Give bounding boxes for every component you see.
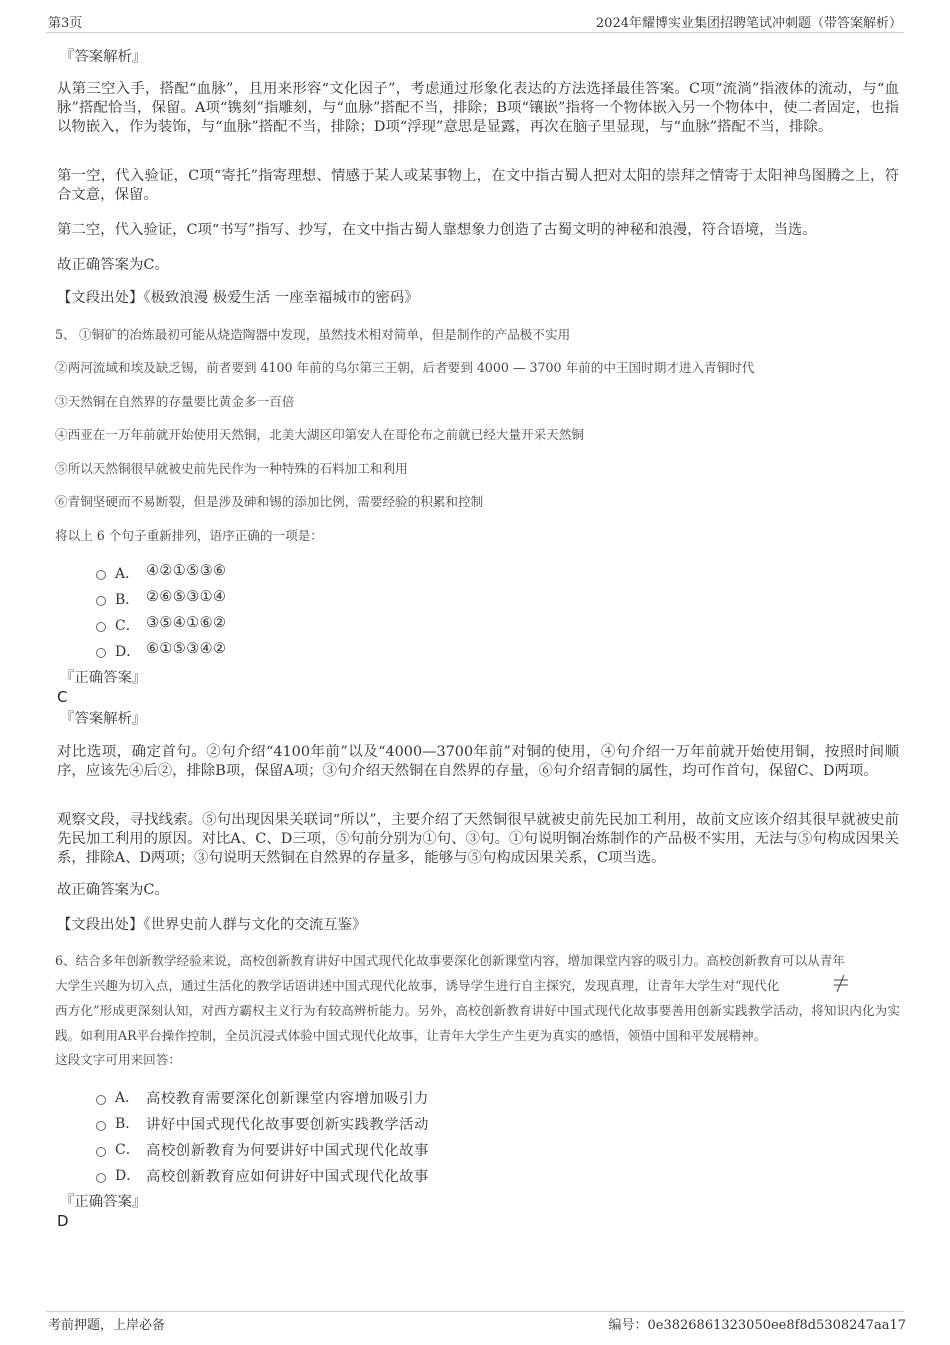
option-label: D． <box>115 1168 141 1184</box>
radio-button[interactable] <box>96 648 106 658</box>
q5-answer: C <box>57 688 68 706</box>
header-rule <box>46 32 904 33</box>
option-text: 讲好中国式现代化故事要创新实践教学活动 <box>146 1117 429 1133</box>
radio-button[interactable] <box>96 1095 106 1105</box>
q6-passage <box>55 948 845 998</box>
q6-prompt: 这段文字可用来回答： <box>55 1052 181 1067</box>
q5-analysis-paragraph: 观察文段，寻找线索。⑤句出现因果关联词“所以”，主要介绍了天然铜很早就被史前先民加工利用，故前文应该介绍其很早就被史前先民加工利用的原因。对比A、C、D三项，⑤句前分别为①句、③句。①句说明铜冶炼制作的产品极不实用，无法与⑤句构成因果关系，排除A、D两项；③句说明天然铜在自然界的存量多，能够与⑤句构成因果关系，C项当选。 <box>57 812 899 866</box>
option-text: 高校创新教育为何要讲好中国式现代化故事 <box>146 1143 429 1159</box>
radio-button[interactable] <box>96 622 106 632</box>
q4-analysis-label: 『答案解析』 <box>60 49 147 65</box>
q6-passage-continued <box>55 998 900 1048</box>
q6-number: 6、 <box>55 953 76 968</box>
option-label: C． <box>115 1142 140 1158</box>
q4-analysis-paragraph: 从第三空入手，搭配“血脉”，且用来形容“文化因子”，考虑通过形象化表达的方法选择最佳答案。C项“流淌”指液体的流动，与“血脉”搭配恰当，保留。A项“镌刻”指雕刻，与“血脉”搭配不当，排除；B项“镶嵌”指将一个物体嵌入另一个物体中，使二者固定，也指以物嵌入，作为装饰，与“血脉”搭配不当，排除；D项“浮现”意思是显露，再次在脑子里显现，与“血脉”搭配不当，排除。 <box>57 81 899 135</box>
radio-button[interactable] <box>96 596 106 606</box>
option-text: ⑥①⑤③④② <box>146 641 227 657</box>
option-text: ④②①⑤③⑥ <box>146 563 227 579</box>
document-serial: 编号：0e3826861323050ee8f8d5308247aa17 <box>608 1318 906 1333</box>
footer-rule <box>46 1311 904 1312</box>
option-label: A． <box>115 566 140 582</box>
q5-analysis-label: 『答案解析』 <box>60 711 147 727</box>
option-label: A． <box>115 1090 140 1106</box>
option-text: 高校教育需要深化创新课堂内容增加吸引力 <box>146 1091 429 1107</box>
q5-sentence: ⑤所以天然铜很早就被史前先民作为一种特殊的石料加工和利用 <box>55 461 408 476</box>
option-label: C． <box>115 618 140 634</box>
option-text: ③⑤④①⑥② <box>146 615 227 631</box>
option-label: D． <box>115 644 141 660</box>
footer-slogan: 考前押题，上岸必备 <box>48 1318 166 1333</box>
q6-passage-text: 西方化”形成更深刻认知，对西方霸权主义行为有较高辨析能力。另外，高校创新教育讲好中国式现代化故事要善用创新实践教学活动，将知识内化为实践。如利用AR平台操作控制，全员沉浸式体验中国式现代化故事，让青年大学生产生更为真实的感悟，领悟中国和平发展精神。 <box>55 1003 900 1043</box>
option-label: B． <box>115 592 140 608</box>
q5-answer-label: 『正确答案』 <box>60 670 147 686</box>
q5-source: 【文段出处】《世界史前人群与文化的交流互鉴》 <box>57 917 367 933</box>
q5-conclusion: 故正确答案为C。 <box>57 882 169 898</box>
q5-sentence: ③天然铜在自然界的存量要比黄金多一百倍 <box>55 394 295 409</box>
q5-sentence: ②两河流域和埃及缺乏锡，前者要到 4100 年前的乌尔第三王朝，后者要到 4000 — 3700 年前的中王国时期才进入青铜时代 <box>55 360 755 375</box>
q6-answer: D <box>57 1212 69 1230</box>
q4-source: 【文段出处】《极致浪漫 极爱生活 一座幸福城市的密码》 <box>57 290 419 306</box>
document-title: 2024年耀博实业集团招聘笔试冲刺题（带答案解析） <box>595 16 902 31</box>
q5-sentence: ④西亚在一万年前就开始使用天然铜，北美大湖区印第安人在哥伦布之前就已经大量开采天然铜 <box>55 427 584 442</box>
q4-analysis-paragraph: 第二空，代入验证，C项“书写”指写、抄写，在文中指古蜀人靠想象力创造了古蜀文明的神秘和浪漫，符合语境，当选。 <box>57 222 817 238</box>
radio-button[interactable] <box>96 1173 106 1183</box>
radio-button[interactable] <box>96 570 106 580</box>
page-number: 第3页 <box>48 16 83 31</box>
radio-button[interactable] <box>96 1121 106 1131</box>
q5-sentence: ①铜矿的冶炼最初可能从烧造陶器中发现，虽然技术相对简单，但是制作的产品极不实用 <box>79 327 571 342</box>
option-text: 高校创新教育应如何讲好中国式现代化故事 <box>146 1169 429 1185</box>
q5-prompt: 将以上 6 个句子重新排列，语序正确的一项是： <box>55 528 323 543</box>
radio-button[interactable] <box>96 1147 106 1157</box>
q5-number: 5、 <box>55 327 76 342</box>
q5-analysis-paragraph: 对比选项，确定首句。②句介绍“4100年前”以及“4000—3700年前”对铜的使用，④句介绍一万年前就开始使用铜，按照时间顺序，应该先④后②，排除B项，保留A项；③句介绍天然铜在自然界的存量，⑥句介绍青铜的属性，均可作首句，保留C、D两项。 <box>57 744 899 779</box>
q4-analysis-paragraph: 第一空，代入验证，C项“寄托”指寄理想、情感于某人或某事物上，在文中指古蜀人把对太阳的崇拜之情寄于太阳神鸟图腾之上，符合文意，保留。 <box>57 168 899 203</box>
option-text: ②⑥⑤③①④ <box>146 589 227 605</box>
q5-sentence: ⑥青铜坚硬而不易断裂，但是涉及砷和锡的添加比例，需要经验的积累和控制 <box>55 494 484 509</box>
q6-answer-label: 『正确答案』 <box>60 1194 147 1210</box>
not-equal-symbol-icon <box>830 974 852 994</box>
option-label: B． <box>115 1116 140 1132</box>
q6-passage-text: 结合多年创新教学经验来说，高校创新教育讲好中国式现代化故事要深化创新课堂内容，增加课堂内容的吸引力。高校创新教育可以从青年大学生兴趣为切入点，通过生活化的教学话语讲述中国式现代化故事，诱导学生进行自主探究，发现真理，让青年大学生对“现代化 <box>55 953 846 993</box>
q4-conclusion: 故正确答案为C。 <box>57 257 169 273</box>
